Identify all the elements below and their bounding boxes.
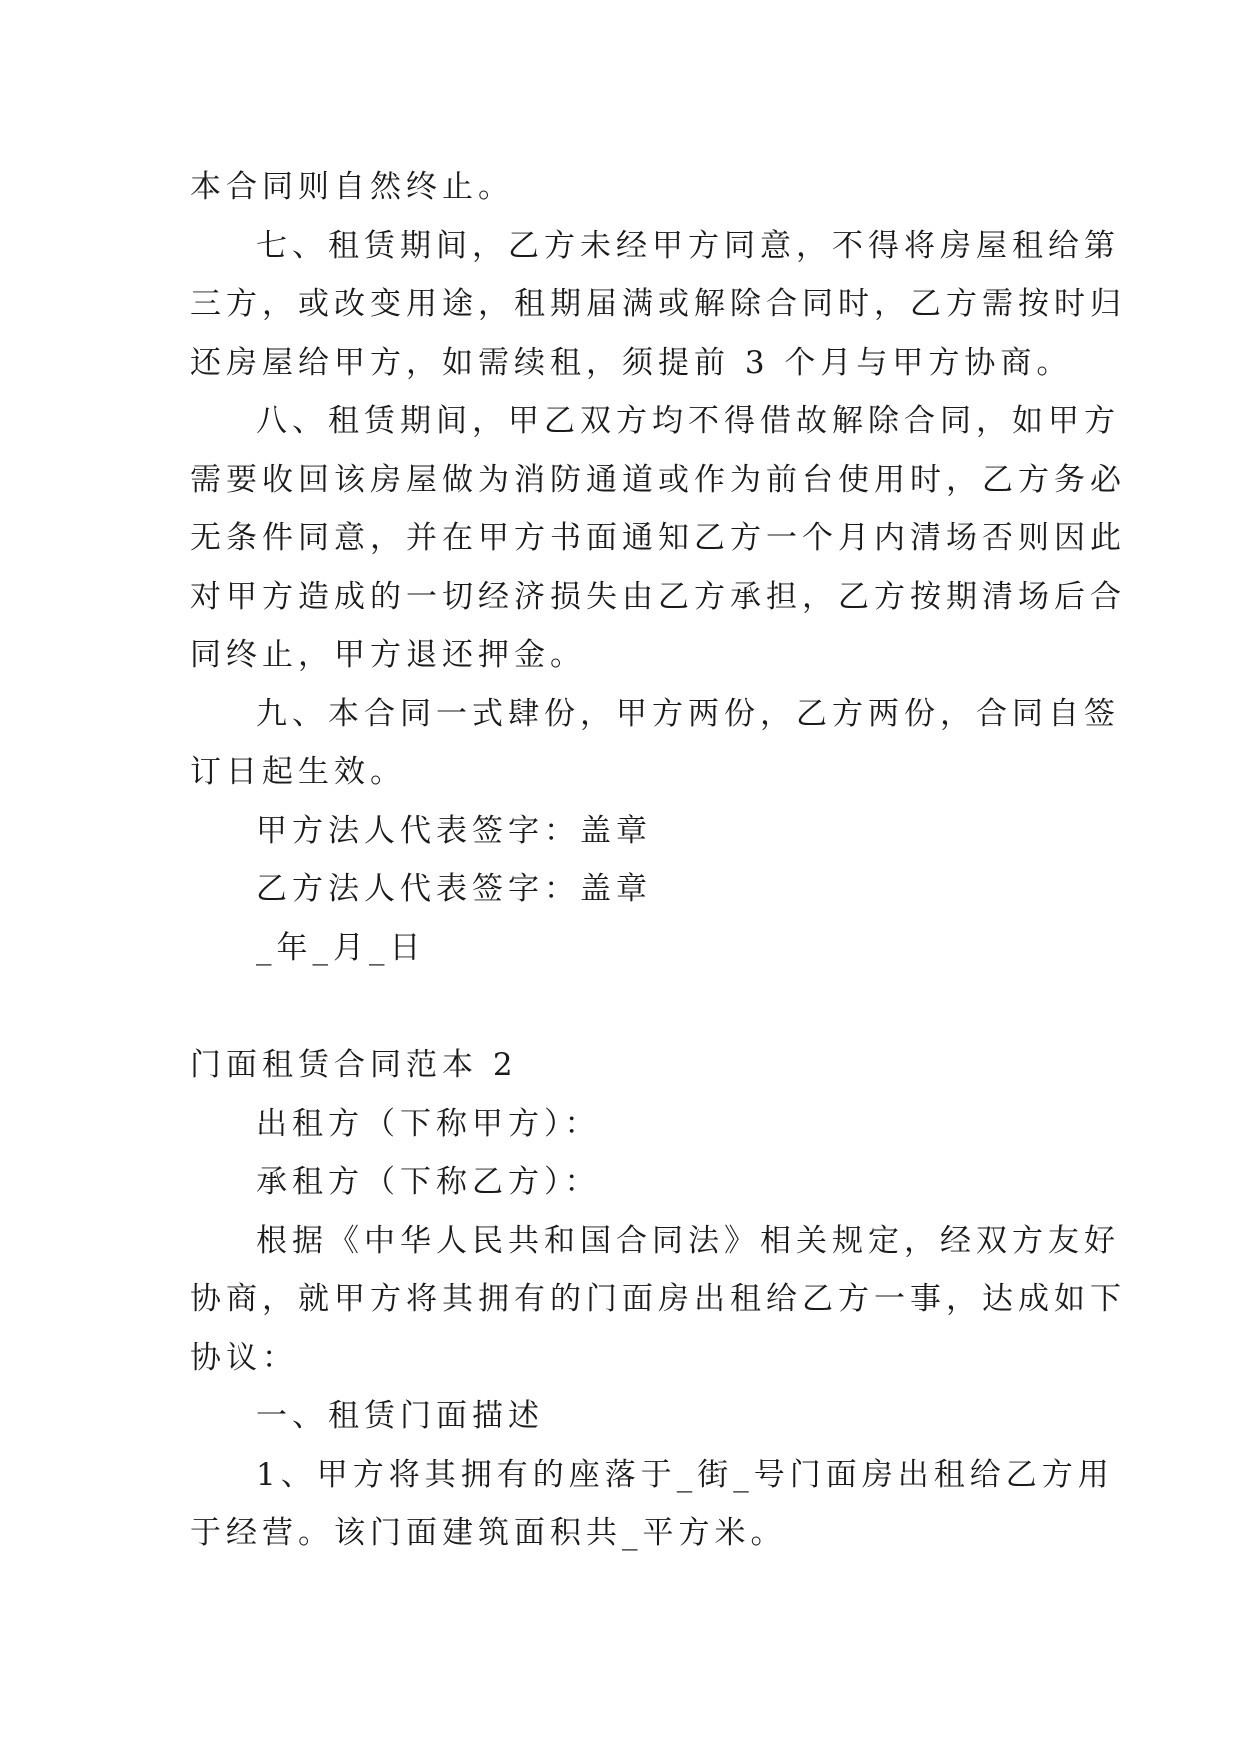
text-line: 同终止，甲方退还押金。 [190, 637, 586, 673]
text-line: 订日起生效。 [190, 754, 406, 790]
lessee-line: 承租方（下称乙方）： [256, 1164, 601, 1200]
text-line: 协商，就甲方将其拥有的门面房出租给乙方一事，达成如下 [190, 1281, 1126, 1317]
preamble-line: 根据《中华人民共和国合同法》相关规定，经双方友好 [256, 1222, 1120, 1259]
party-b-signature-line: 乙方法人代表签字：盖章 [256, 871, 652, 907]
clause-8-line: 八、租赁期间，甲乙双方均不得借故解除合同，如甲方 [256, 403, 1120, 439]
text-line: 三方，或改变用途，租期届满或解除合同时，乙方需按时归 [190, 286, 1126, 322]
text-line: 无条件同意，并在甲方书面通知乙方一个月内清场否则因此 [190, 520, 1126, 556]
contract-text-block-2 [190, 1036, 1126, 1563]
lessor-line: 出租方（下称甲方）： [256, 1105, 601, 1142]
text-line: 还房屋给甲方，如需续租，须提前 3 个月与甲方协商。 [190, 344, 1073, 381]
contract-text-block-1 [190, 158, 1126, 977]
date-line: _年_月_日 [256, 929, 426, 966]
party-a-signature-line: 甲方法人代表签字：盖章 [256, 812, 652, 849]
item-1-line: 1、甲方将其拥有的座落于_街_号门面房出租给乙方用 [256, 1456, 1114, 1493]
subsection-heading: 一、租赁门面描述 [256, 1398, 544, 1434]
text-line: 于经营。该门面建筑面积共_平方米。 [190, 1515, 787, 1551]
section-gap [190, 977, 1050, 1036]
document-page [190, 158, 1126, 1563]
text-line: 本合同则自然终止。 [190, 169, 514, 205]
clause-7-line: 七、租赁期间，乙方未经甲方同意，不得将房屋租给第 [256, 227, 1120, 264]
text-line: 协议： [190, 1339, 298, 1376]
text-line: 需要收回该房屋做为消防通道或作为前台使用时，乙方务必 [190, 461, 1126, 498]
section-title: 门面租赁合同范本 2 [190, 1047, 518, 1083]
clause-9-line: 九、本合同一式肆份，甲方两份，乙方两份，合同自签 [256, 695, 1120, 732]
text-line: 对甲方造成的一切经济损失由乙方承担，乙方按期清场后合 [190, 578, 1126, 615]
